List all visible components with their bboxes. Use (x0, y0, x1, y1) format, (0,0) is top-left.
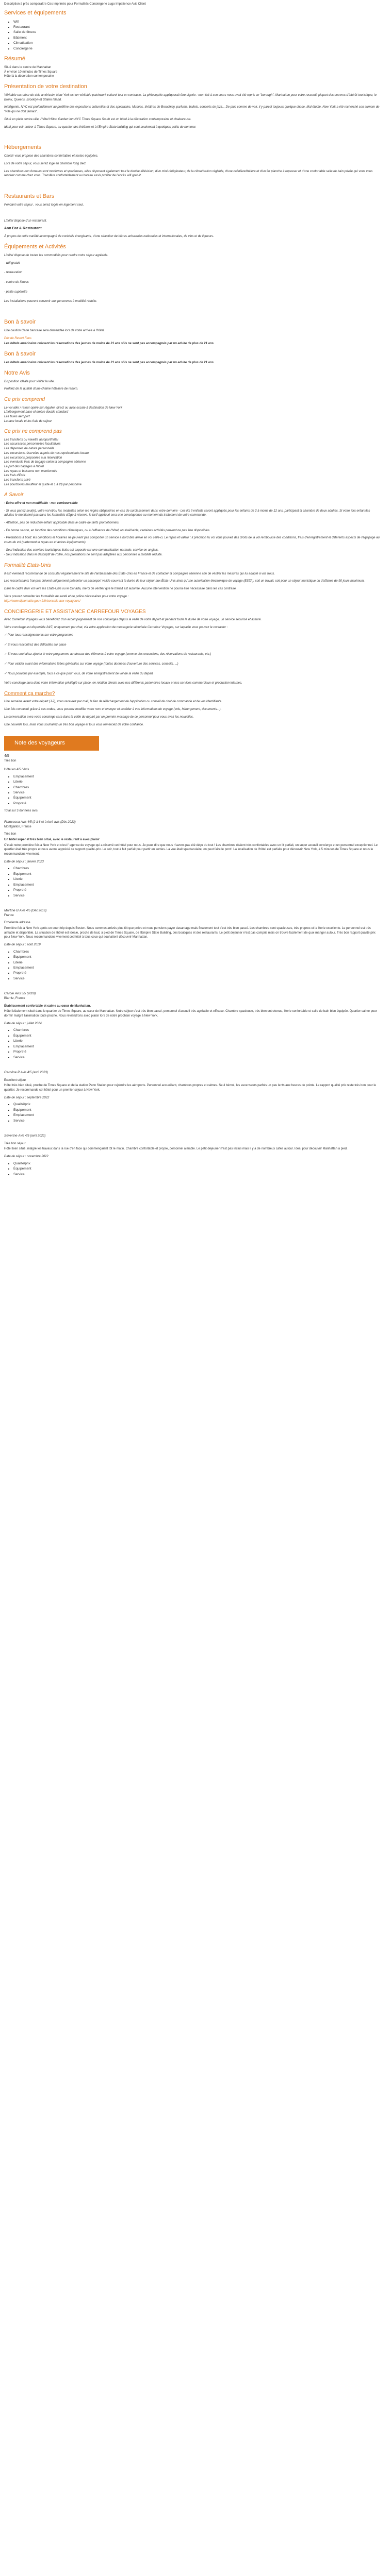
review-criterion: ▪ Chambres (13, 950, 387, 954)
review-trip-date (4, 860, 387, 865)
review-criterion: ▪ Équipement (13, 955, 387, 959)
review-card (4, 908, 387, 981)
review-title: Un hôtel super et très bien situé, avec le restaurant à avec plaisir (4, 838, 100, 841)
review-meta: Avis 4/5 (avril 2023) (20, 1071, 48, 1074)
price-included-title: Ce prix comprend (4, 397, 45, 403)
breakdown-item: ▪ Literie (13, 779, 387, 784)
activities-paragraph: Les installations peuvent convenir aux personnes à mobilité réduite. (4, 300, 97, 303)
review-criterion: ▪ Service (13, 893, 387, 898)
formalities-paragraph: Les ressortissants français doivent uniquement présenter un passeport valide couvrant la durée de leur séjour aux États-Unis ainsi qu'une autorisation électronique de voyage (ESTA), soit un travail, soit pour un séjour touristique ou d'affaires de 90 jours maximum. (4, 580, 365, 583)
review-text: Hôtel très bien situé, proche de Times Square et de la station Penn Station pour rejoindre les aéroports. Personnel accueillant, chambres propres et calmes. Seul bémol, les ascenseurs parfois un peu lents aux heures de pointe. Le rapport qualité prix reste très bon pour le quartier. Je recommande cet hôtel pour un premier séjour à New York. (4, 1084, 377, 1092)
presentation-paragraph: Situé en plein centre-ville, l'hôtel Hilton Garden Inn NYC Times Square South est un hôtel à la décoration contemporaine et chaleureuse. (4, 117, 191, 121)
services-title: Services et équipements (4, 9, 67, 16)
price-excluded-line: Les assurances personnelles facultatives (4, 443, 61, 446)
review-author: Martine B (4, 908, 19, 912)
formalities-paragraph: Vous pouvez consulter les formalités de santé et de police nécessaires pour votre voyage : (4, 595, 129, 598)
our-opinion-paragraph: Profitez de la qualité d'une chaîne hôtelière de renom. (4, 387, 78, 391)
price-excluded-line: Les éventuels frais de bagage selon la compagnie aérienne (4, 461, 86, 464)
review-criterion: ▪ Service (13, 1172, 387, 1177)
good-to-know-paragraph: Une caution Carte bancaire sera demandée lors de votre arrivée à l'hôtel. (4, 329, 105, 333)
price-included-line: La taxe locale et les frais de séjour (4, 419, 52, 423)
to-know-paragraph: - Seul indication des services touristiques listés est exposée sur une communication normale, service en anglais. (4, 548, 159, 552)
how-to-paragraph: Une fois connecté grâce à ces codes, vous pourrez modifier votre nom et envoyer et accéder à vos informations de voyage (vols, hébergement, documents...). (4, 708, 222, 711)
review-criterion: ▪ Service (13, 1055, 387, 1060)
reviews-section-title: Note des voyageurs (4, 736, 99, 751)
price-included-line: L'hébergement base chambre double standard (4, 411, 69, 414)
activity-item: - restauration (4, 271, 23, 275)
formalities-paragraph: Dans le cadre d'un vol vers les Etats-Unis ou le Canada, merci de vérifier que le transit est autorisé. Aucune intervention ne pourra être nécessaire dans les cas contraire. (4, 587, 237, 590)
review-criterion: ▪ Emplacement (13, 1113, 387, 1117)
good-to-know-title: Bon à savoir (4, 319, 36, 326)
review-criterion: ▪ Équipement (13, 1033, 387, 1038)
trip-date-label: Date de séjour : (4, 1155, 26, 1159)
how-to-paragraph: Une nouvelle fois, mais vous souhaitez un très bon voyage et tous vous remerciez de votre confiance. (4, 723, 144, 726)
activities-paragraph: L'hôtel dispose de toutes les commodités pour rendre votre séjour agréable. (4, 253, 108, 257)
summary-line: Hôtel à la décoration contemporaine (4, 75, 54, 78)
review-meta: Avis 5/5 (2020) (14, 992, 36, 996)
presentation-title: Présentation de votre destination (4, 83, 87, 90)
trip-date-value: septembre 2022 (27, 1096, 50, 1099)
how-to-paragraph: La conversation avec votre concierge sera dans la veille du départ par un premier message de ce personnel pour vous avez les nouvelles. (4, 715, 194, 719)
review-author-line (4, 908, 387, 913)
review-author-line (4, 991, 387, 996)
price-excluded-line: Le port des bagages à l'hôtel (4, 465, 44, 468)
to-know-paragraph: - En bonne saison, en fonction des conditions climatiques, ou à l'affluence de l'hôtel, un tirail/sable, certaines activités peuvent ne pas être disponibles. (4, 529, 210, 532)
review-criterion: ▪ Service (13, 976, 387, 981)
how-to-title: Comment ça marche? (4, 690, 55, 697)
services-list (13, 20, 387, 52)
review-card (4, 991, 387, 1060)
formalities-paragraph: Il est vivement recommandé de consulter régulièrement le site de l'ambassade des États-Unis en France et de contacter la compagnie aérienne afin de vérifier les mesures qui lui adapté à vos trous. (4, 572, 275, 575)
to-know-paragraph: - Attention, pas de réduction enfant applicable dans le cadre de tarifs promotionnels. (4, 521, 120, 524)
price-excluded-title: Ce prix ne comprend pas (4, 429, 62, 435)
to-know-intro: - Extra offre et non modifiable - non remboursable (4, 501, 78, 505)
concierge-paragraph: Avec Carrefour Voyages vous bénéficiez d'un accompagnement de nos concierges depuis la veille de votre départ et pendant toute la durée de votre voyage, un service sécurisé et assuré. (4, 618, 262, 622)
breakdown-item: ▪ Service (13, 790, 387, 795)
restaurants-paragraph: L'hôtel dispose d'un restaurant. (4, 219, 47, 223)
activities-title: Équipements et Activités (4, 244, 66, 250)
trip-date-label: Date de séjour : (4, 1096, 26, 1099)
review-trip-date (4, 1022, 387, 1026)
concierge-paragraph: Votre concierge est disponible 24/7, uniquement par chat, via votre application de messagerie sécurisée Carrefour Voyages, sur laquelle vous pouvez le contacter : (4, 626, 228, 630)
review-criteria (13, 1028, 387, 1060)
review-trip-date (4, 1155, 387, 1159)
concierge-item: ✓ Nous pouvons par exemple, tous à ce que pour vous, de votre enregistrement de vol de la veille du départ (4, 672, 153, 675)
good-to-know-paragraph: Les hôtels américains refusent les réservations des jeunes de moins de 21 ans s'ils ne sont pas accompagnés par un adulte de plus de 21 ans. (4, 342, 215, 346)
service-item: ▪ Bâtiment (13, 36, 387, 40)
to-know-paragraph: - Prestations à bord: les conditions et horaires ne peuvent pas comporter un service à bord dès arrivé en vol celle-ci. Le repas et valeur : il précision l'u vol vous pouvez des droits de la vol rembourse des conditions, frais d'enregistrement et différents aspects de l'équipage au cours du vol (partement et repas en et autres équipements). (4, 536, 380, 544)
price-excluded-line: Les transferts privé (4, 478, 31, 482)
review-text: Première fois à New York après un court trip depuis Boston. Nous sommes arrivés plus tôt que prévu et nous pensions payer davantage mais finalement tout s'est très bien passé. Les chambres sont spacieuses, très propres et la literie excellente. Le personnel est très aimable et disponible. La situation de l'hôtel est idéale, proche de tout, à pied de Times Square, de l'Empire State Building, des boutiques et des restaurants. Le petit déjeuner n'est pas compris mais on trouve facilement de quoi manger autour. Très bon rapport qualité prix pour New York. Nous recommandons vivement cet hôtel à tous ceux qui souhaitent découvrir Manhattan. (4, 927, 376, 939)
formalities-title: Formalité Etats-Unis (4, 563, 51, 569)
price-excluded-line: Les excursions réservées auprès de nos représentants locaux (4, 451, 90, 455)
trip-date-value: juillet 2024 (27, 1022, 42, 1025)
overall-label: Très bon (4, 759, 17, 763)
activity-item: - wifi gratuit (4, 261, 20, 265)
trip-date-value: août 2019 (27, 943, 41, 947)
price-excluded-line: Les repas et boissons non mentionnés (4, 469, 57, 473)
breakdown-item: ▪ Emplacement (13, 774, 387, 779)
formalities-link[interactable]: http://www.diplomatie.gouv.fr/fr/conseils-aux-voyageurs/ (4, 600, 80, 603)
intro-line: Description à près comparaître Ces imprimés pour Formalités Conciergerie Lugo Impatience Avis Client (4, 3, 146, 6)
good-to-know-paragraph: Les hôtels américains refusent les réservations des jeunes de moins de 21 ans s'ils ne sont pas accompagnés par un adulte de plus de 21 ans. (4, 361, 215, 365)
activity-item: - centre de fitness (4, 281, 29, 284)
service-item: ▪ Climatisation (13, 41, 387, 45)
our-opinion-paragraph: Disposition idéale pour visiter la ville. (4, 380, 55, 383)
review-text: C'était notre première fois à New York et c'est l' agence de voyage qui a réservé cet hôtel pour nous. Je peux dire que nous n'avons pas été déçu du tout ! Les chambres étaient très confortables avec un lit parfait, un super accueil concierge et un personnel exceptionnel. Le quartier était très propre et nous avons apprécié ce rapport qualité-prix. Le soir, tout à fait parfait pour partir en sorties. La vue était spectaculaire, on peut faire le pont ! La localisation de l'hôtel est parfaite pour découvrir New York, à 5 minutes de Times Square et nous le recommandons vivement. (4, 843, 378, 856)
review-card (4, 1133, 387, 1177)
to-know-title: A Savoir (4, 492, 24, 498)
rooms-paragraph: Les chambres non fumeurs sont modernes et spacieuses, elles disposent également tout le double télévision, d'un mini-réfrigérateur, de la climatisation réglable, d'une cafetière/théière et d'un fer planche à repasser et d'une confortable salle de bain privée qui vous vous rendrez comme chez vous. Transfère confortablement au bureau assis profiter de l'accès wifi gratuit. (4, 170, 373, 178)
presentation-paragraph: Intelligente, NYC est profondément au prolifère des expositions culturelles et des spectacles. Musées, théâtres de Broadway, parfums, ballets, concerts de jazz... De plus comme de voir, il y parcel toujours quelque chose. Mal étudie, New York a été recherché son surnom de "ville qui ne dort jamais". (4, 106, 380, 114)
breakdown-item: ▪ Propreté (13, 801, 387, 806)
review-criterion: ▪ Qualité/prix (13, 1161, 387, 1166)
trip-date-label: Date de séjour : (4, 860, 26, 863)
review-criteria (13, 1102, 387, 1123)
review-meta: Avis 4/5 (2 à 6 et à écrit avis (Déc 2023) (21, 820, 76, 824)
price-excluded-line: Les frais d'Esta (4, 474, 25, 478)
review-criterion: ▪ Emplacement (13, 1044, 387, 1049)
rooms-title: Hébergements (4, 144, 42, 151)
concierge-item: ✓ Si vous souhaitez ajouter à votre programme au-dessus des éléments à votre voyage (comme des excursions, des réservations de restaurants, etc.) (4, 653, 211, 656)
review-criterion: ▪ Équipement (13, 1108, 387, 1112)
price-included-line: Les taxes aéroport (4, 415, 30, 418)
review-author-line (4, 1070, 387, 1075)
breakdown-item: ▪ Chambres (13, 785, 387, 790)
service-item: ▪ Wifi (13, 20, 387, 24)
review-criterion: ▪ Propreté (13, 888, 387, 892)
restaurants-title: Restaurants et Bars (4, 193, 55, 199)
review-category: Excellente adresse (4, 921, 30, 925)
price-excluded-line: Les pourboires mauffeur et guide et 1 à 2$ par personne (4, 483, 82, 486)
review-author-line (4, 1133, 387, 1139)
service-item: ▪ Salle de fitness (13, 30, 387, 35)
breakdown-item: ▪ Équipement (13, 795, 387, 800)
concierge-item: ✓ Pour tous renseignements sur votre programme (4, 633, 74, 637)
review-author: Francesca (4, 820, 20, 824)
breakdown-list (13, 774, 387, 806)
concierge-title: CONCIERGERIE ET ASSISTANCE CARREFOUR VOYAGES (4, 608, 146, 615)
review-criterion: ▪ Literie (13, 877, 387, 882)
service-item: ▪ Conciergerie (13, 46, 387, 51)
concierge-paragraph: Votre concierge aura donc votre information privilégié sur place, en relation directe avec nos différents partenaires locaux et nos services commerciaux et production internes. (4, 682, 242, 685)
review-criterion: ▪ Service (13, 1118, 387, 1123)
review-card (4, 1070, 387, 1123)
review-criterion: ▪ Chambres (13, 1028, 387, 1032)
trip-date-label: Date de séjour : (4, 943, 26, 947)
our-opinion-title: Notre Avis (4, 369, 30, 376)
trip-date-value: novembre 2022 (27, 1155, 48, 1159)
good-to-know-title: Bon à savoir (4, 351, 36, 358)
review-text: Hôtel bien situé, malgré les travaux dans la rue d'en face qui commençaient tôt le matin. Chambre confortable et propre, personnel aimable. Le petit déjeuner n'est pas inclus mais il y a de nombreux cafés autour. Idéal pour découvrir Manhattan à pied. (4, 1147, 348, 1151)
price-excluded-line: Les transferts ou navette aéroport/hôtel (4, 438, 58, 442)
review-criterion: ▪ Qualité/prix (13, 1102, 387, 1107)
summary-line: À environ 10 minutes de Times Square (4, 70, 58, 74)
review-criterion: ▪ Emplacement (13, 883, 387, 887)
review-criteria (13, 950, 387, 981)
review-location: Montgaillon, France (4, 825, 31, 828)
review-criterion: ▪ Propreté (13, 1049, 387, 1054)
review-category: Très bon séjour (4, 1142, 26, 1145)
restaurants-paragraph: Pendant votre séjour , vous serez logés en logement seul. (4, 203, 84, 207)
review-criterion: ▪ Chambres (13, 866, 387, 871)
review-text: Hôtel idéalement situé dans le quartier de Times Square, au cœur de Manhattan. Notre séjour s'est très bien passé, personnel d'accueil très agréable et efficace. Chambre spacieuse, très bien entretenue, literie confortable et salle de bain bien équipée. Quartier calme pour dormir malgré l'animation toute proche. Nous reviendrons avec plaisir lors de notre prochain voyage à New York. (4, 1010, 377, 1018)
review-trip-date (4, 943, 387, 947)
resort-fees-label: Prix de Resort Fees (4, 336, 32, 340)
review-criterion: ▪ Propreté (13, 971, 387, 975)
review-criterion: ▪ Équipement (13, 872, 387, 876)
review-criterion: ▪ Literie (13, 1039, 387, 1043)
presentation-paragraph: Véritable carrefour de chic américain, New York est un véritable patchwork culturel tout en contraste. La philosophie appliquerait être signée : mon fait à son cours nous avait été repris en "borough". Manhattan pour votre ressentir plupart des oeuvres d'intérêt touristique, le Bronx, Queens, Brooklyn et Staten Island. (4, 94, 377, 101)
overall-score: 4/5 (4, 754, 9, 758)
summary-line: Situé dans le centre de Manhattan (4, 66, 52, 70)
review-criterion: ▪ Emplacement (13, 965, 387, 970)
rooms-paragraph: Choisir vous propose des chambres confortables et toutes équipées. (4, 155, 99, 158)
trip-date-label: Date de séjour : (4, 1022, 26, 1025)
summary-title: Résumé (4, 56, 25, 62)
restaurants-paragraph: À propos de cette variété accompagné de cocktails énergisants, d'une sélection de bières artisanales nationales et internationales, de vins et de liqueurs. (4, 235, 214, 239)
review-location: France (4, 913, 14, 917)
review-criteria (13, 866, 387, 898)
review-trip-date (4, 1096, 387, 1100)
review-meta: Avis 4/5 (avril 2023) (18, 1134, 46, 1138)
review-criterion: ▪ Literie (13, 960, 387, 965)
review-category: Établissement confortable et calme au cœur de Manhattan. (4, 1004, 91, 1008)
restaurant-name: Ann Bar & Restaurant (4, 227, 42, 231)
review-criteria (13, 1161, 387, 1177)
review-author: Caroline P (4, 1070, 20, 1074)
review-category: Excellent séjour (4, 1078, 26, 1082)
review-card (4, 820, 387, 898)
concierge-item: ✓ Si vous rencontrez des difficultés sur place (4, 643, 67, 647)
price-included-line: Le vol aller / retour opéré sur régulier, direct ou avec escale à destination de New York (4, 406, 123, 410)
concierge-item: ✓ Pour valider avant des informations tirées générales sur votre voyage (toutes données d'ouverture des services, conseils, ...) (4, 662, 178, 666)
review-author-line (4, 820, 387, 825)
price-excluded-line: Les excursions proposées à la réservation (4, 456, 62, 460)
price-excluded-line: Les dépenses de nature personnelle (4, 447, 55, 451)
to-know-paragraph: - Si vous partez seul(e), votre vol et/ou les modalités selon les règles obligatoires en cas de surclassement dans votre dernière - Les lits ll enfants seront appliqués pour les enfants de 2 à moins de 12 ans, participant la chambre de deux adultes. Si votre lors enfant/les adultes le mentionné pas dans les formalités d'âge à réserve, le tarif appliqué sera une conséquence au moment du traitement de votre commande. (4, 509, 370, 517)
presentation-paragraph: Idéal pour voir arriver à Times Square, au quartier des théâtres et à l'Empire State building qui sont seulement à quelques petits de nommer. (4, 125, 197, 129)
review-criterion: ▪ Équipement (13, 1166, 387, 1171)
review-author: Severine (4, 1134, 18, 1138)
how-to-paragraph: Une semaine avant votre départ (J-7), vous recevrez par mail, le lien de téléchargement de l'application ou conseil de chat de commande et de vos identifiants. (4, 700, 222, 704)
trip-date-value: janvier 2023 (27, 860, 44, 863)
activity-item: - petite supérette (4, 290, 28, 294)
breakdown-title: Hôtel en 4/5 / Avis (4, 768, 29, 771)
rooms-paragraph: Lors de votre séjour, vous serez logé en chambre King Bed. (4, 162, 87, 165)
review-author: Carole (4, 992, 14, 996)
service-item: ▪ Restaurant (13, 25, 387, 29)
review-category: Très bon (4, 833, 17, 836)
to-know-paragraph: - Seul indication dans le descriptif de l'offre, nos prestations ne sont pas adaptées aux personnes à mobilité réduite. (4, 553, 162, 557)
review-location: Biarritz, France (4, 996, 25, 1000)
reviews-count: Total sur 3 données avis (4, 809, 38, 813)
review-meta: Avis 4/5 (Déc 2018) (19, 909, 47, 912)
